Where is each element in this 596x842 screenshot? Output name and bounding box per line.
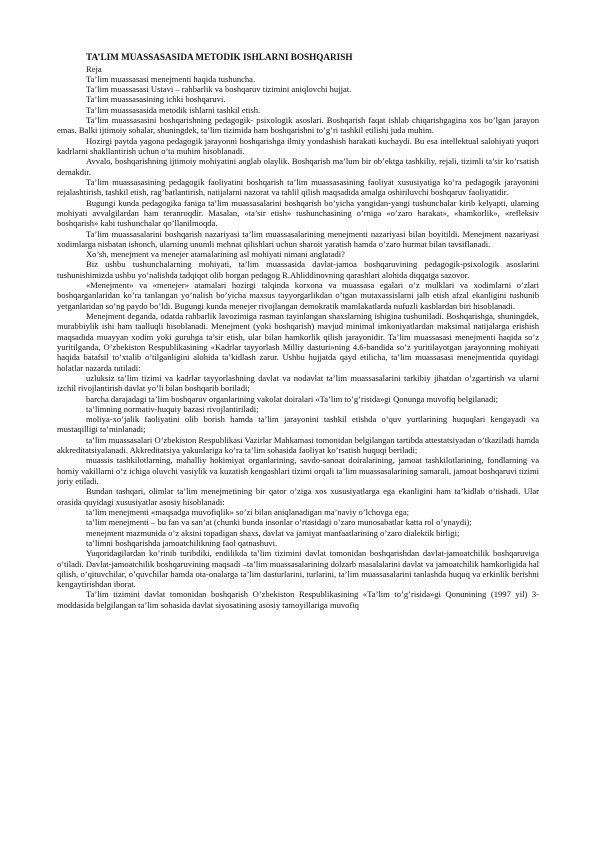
paragraph: «Menejment» va «menejer» atamalari hozirgi talqinda korxona va muassasa egalari o’z mulklari va xodimlarni o’zlari boshqarganlaridan ko’ra tanlangan yo’nalish bo’yicha maxsus tayyorgarlikdan o’tgan mutaxassislarni jalb etish afzal ekanligini tushunib yetganlaridan so’ng paydo bo’ldi. Bugungi kunda menejer rivojlangan demokratik mamlakatlarda nufuzli kasblardan biri hisoblanadi. (57, 280, 539, 311)
paragraph: Menejment deganda, odatda rahbarlik lavozimiga rasman tayinlangan shaxslarning ishigina tushuniladi. Boshqarishga, shuningdek, murabbiylik ishi ham taalluqli hisoblanadi. Menejment (yoki boshqarish) mavjud minimal imkoniyatlardan maksimal natijalarga erishish maqsadida muayyan xodim yoki guruhga ta’sir etish, ular bilan hamkorlik qilish jarayonidir. Ta’lim muassasasi menejmenti haqida so’z yuritilganda, O’zbekiston Respublikasining «Kadrlar tayyorlash Milliy dasturi»ning 4.6-bandida so’z yuritilayotgan jarayonning mohiyati haqida batafsil to’xtalib o’tilganligini alohida ta’kidlash zarur. Ushbu hujjatda qayd etilicha, ta’lim muassasasi menejmentida quyidagi holatlar nazarda tutiladi: (57, 311, 539, 373)
paragraph: Bundan tashqari, olimlar ta’lim menejmetining bir qator o’ziga xos xususiyatlarga ega ekanligini ham ta’kidlab o’tishadi. Ular orasida quyidagi xususiyatlar asosiy hisoblanadi: (57, 486, 539, 507)
plan-item: Ta’lim muassasasi menejmenti haqida tushuncha. (86, 73, 256, 84)
list-paragraph: muassis tashkilotlarning, mahalliy hokimiyat organlarining, savdo-sanoat doiralarining, jamoat tashkilotlarining, fondlarning va homiy vakillarni o’z ichiga oluvchi vasiylik va kuzatish kengashlari tizimi orqali ta’lim muassasalarining samarali, jamoat boshqaruvi tizimi joriy etiladi. (57, 455, 539, 486)
paragraph: Ta’lim muassasasini boshqarishning pedagogik- psixologik asoslari. Boshqarish faqat ishlab chiqarishgagina xos bo’lgan jarayon emas. Balki ijtimoiy sohalar, shuningdek, ta’lim tizimida ham boshqarishni to’g’ri tashkil etilishi juda muhim. (57, 115, 539, 136)
document-page (57, 52, 539, 610)
document-title: TA’LIM MUASSASASIDA METODIK ISHLARNI BOSHQARISH (86, 52, 353, 62)
list-paragraph: ta’lim menejmenti «maqsadga muvofiqlik» so’zi bilan aniqlanadigan ma’naviy o’lchovga ega; (86, 506, 410, 517)
paragraph: Hozirgi paytda yagona pedagogik jarayonni boshqarishga ilmiy yondashish harakati kuchaydi. Bu esa intellektual salohiyati yuqori kadrlarni shakllantirish uchun o’ta muhim hisoblanadi. (57, 135, 539, 156)
paragraph: Avvalo, boshqarishning ijtimoiy mohiyatini anglab olaylik. Boshqarish ma’lum bir ob’ektga tashkiliy, rejali, tizimli ta’sir ko’rsatish demakdir. (57, 156, 539, 177)
paragraph: Bugungi kunda pedagogika faniga ta’lim muassasalarini boshqarish bo’yicha yangidan-yangi tushunchalar kirib kelyapti, ularning mohiyati avvalgilardan ham teranroqdir. Masalan, «ta’sir etish» tushunchasining o’rniga «o’zaro harakat», «hamkorlik», «refleksiv boshqarish» kabi tushunchalar qo’llanilmoqda. (57, 197, 539, 229)
plan-list (57, 64, 539, 116)
paragraph: Ta’lim muassasasining pedagogik faoliyatini boshqarish ta’lim muassasasining faoliyat xususiyatiga ko’ra pedagogik jarayonini rejalashtirish, tashkil etish, rag’batlantirish, natijalarni nazorat va tahlil qilish maqsadida amalga oshiriluvchi boshqaruv faoliyatidir. (57, 176, 539, 198)
list-paragraph: ta’limni boshqarishda jamoatchilikning faol qatnashuvi. (86, 537, 278, 548)
list-paragraph: moliya-xo’jalik faoliyatini olib borish hamda ta’lim jarayonini tashkil etishda o’quv yurtlarining huquqlari kengayadi va mustaqilligi ta’minlanadi; (57, 414, 539, 435)
plan-item: Ta’lim muassasasi Ustavi – rahbarlik va boshqaruv tizimini aniqlovchi hujjat. (86, 84, 352, 95)
paragraph: Biz ushbu tushunchalarning mohiyati, ta’lim muassasida davlat-jamoa boshqaruvining pedagogik-psixologik asoslarini tushunishimizda ushbu yo’nalishda tadqiqot olib borgan pedagog R.Ahliddinovning qarashlari alohida diqqatga sazovor. (57, 259, 539, 280)
list-paragraph: menejment mazmunida o’z aksini topadigan shaxs, davlat va jamiyat manfaatlarining o’zaro dialektik birligi; (86, 527, 460, 538)
list-paragraph: ta’lim muassasalari O’zbekiston Respublikasi Vazirlar Mahkamasi tomonidan belgilangan tartibda attestatsiyadan o’tkaziladi hamda akkreditatsiyalanadi. Akkreditatsiya yakunlariga ko’ra ta’lim sohasida faoliyat ko’rsatish huquqi beriladi; (57, 434, 539, 456)
list-paragraph: ta’lim menejmenti – bu fan va san’at (chunki bunda insonlar o’rtasidagi o’zaro munosabatlar katta rol o’ynaydi); (86, 517, 472, 528)
paragraph: Ta’lim muassasalarini boshqarish nazariyasi ta’lim muassasalarining menejmenti nazariyasi bilan boyitildi. Menejment nazariyasi xodimlarga nisbatan ishonch, ularning unumli mehnat qilishlari uchun sharoit yaratish hamda o’zaro hurmat bilan tavsiflanadi. (57, 228, 539, 249)
list-paragraph: uzluksiz ta’lim tizimi va kadrlar tayyorlashning davlat va nodavlat ta’lim muassasalarini tarkibiy jihatdan o’zgartirish va ularni izchil rivojlantirish davlat yo’li bilan boshqarib boriladi; (57, 372, 539, 394)
plan-heading: Reja (86, 63, 102, 74)
list-paragraph: barcha darajadagi ta’lim boshqaruv organlarining vakolat doiralari «Ta’lim to’g’risida»gi Qonunga muvofiq belgilanadi; (86, 393, 498, 404)
plan-item: Ta’lim muassasasining ichki boshqaruvi. (86, 94, 226, 105)
paragraph: Ta’lim tizimini davlat tomonidan boshqarish O’zbekiston Respublikasining «Ta’lim to’g’risida»gi Qonunining (1997 yil) 3-moddasida belgilangan ta’lim sohasida davlat siyosatining asosiy tamoyillariga muvofiq (57, 589, 539, 610)
plan-item: Ta’lim muassasasida metodik ishlarni tashkil etish. (86, 104, 261, 115)
document-body (57, 115, 539, 610)
list-paragraph: ta’limning normativ-huquiy bazasi rivojlantiriladi; (86, 403, 259, 414)
paragraph: Yuqoridagilardan ko’rinib turibdiki, endilikda ta’lim tizimini davlat tomonidan boshqarishdan davlat-jamoatchilik boshqaruviga o’tiladi. Davlat-jamoatchilik boshqaruvining maqsadi –ta’lim muassasalarining dolzarb masalalarini davlat va jamoatchilik hamkorligida hal qilish, o’qituvchilar, o’quvchilar hamda ota-onalarga ta’lim dasturlarini, turlarini, ta’lim muassasalarini tanlashda huquq va erkinlik berishni kengaytirishdan iborat. (57, 548, 539, 590)
paragraph: Xo’sh, menejment va menejer atamalarining asl mohiyati nimani anglatadi? (86, 249, 345, 260)
